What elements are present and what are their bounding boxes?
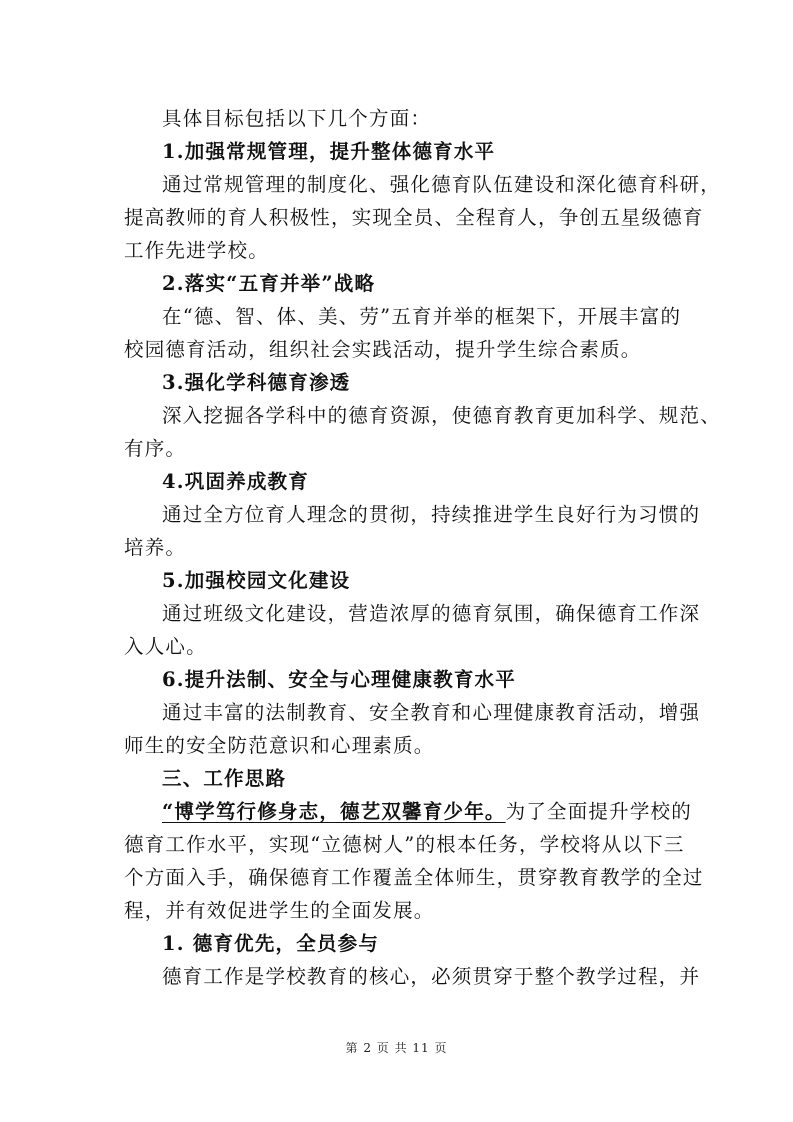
approach1-heading: 1. 德育优先，全员参与 <box>162 932 380 955</box>
goal6-line1: 通过丰富的法制教育、安全教育和心理健康教育活动，增强 <box>162 701 701 724</box>
section3-line1-rest: 为了全面提升学校的 <box>505 800 692 823</box>
section3-heading: 三、工作思路 <box>162 767 287 790</box>
goal3-line2: 有序。 <box>124 437 187 460</box>
section3-line1 <box>162 799 722 825</box>
page-footer: 第 2 页 共 11 页 <box>345 1041 448 1055</box>
intro-text: 具体目标包括以下几个方面： <box>162 107 432 130</box>
goal6-heading: 6.提升法制、安全与心理健康教育水平 <box>162 668 516 691</box>
section3-line3: 个方面入手，确保德育工作覆盖全体师生，贯穿教育教学的全过 <box>124 866 704 889</box>
goal3-line1: 深入挖掘各学科中的德育资源，使德育教育更加科学、规范、 <box>162 404 721 427</box>
goal3-heading: 3.强化学科德育渗透 <box>162 371 351 394</box>
goal2-line2: 校园德育活动，组织社会实践活动，提升学生综合素质。 <box>124 338 642 361</box>
goal5-heading: 5.加强校园文化建设 <box>162 569 351 592</box>
goal4-line1: 通过全方位育人理念的贯彻，持续推进学生良好行为习惯的 <box>162 503 701 526</box>
goal2-line1: 在“德、智、体、美、劳”五育并举的框架下，开展丰富的 <box>162 305 682 328</box>
goal5-line1: 通过班级文化建设，营造浓厚的德育氛围，确保德育工作深 <box>162 602 701 625</box>
goal2-heading: 2.落实“五育并举”战略 <box>162 272 376 295</box>
goal1-line3: 工作先进学校。 <box>124 239 269 262</box>
approach1-line1: 德育工作是学校教育的核心，必须贯穿于整个教学过程，并 <box>162 965 701 988</box>
motto-text: “博学笃行修身志，德艺双馨育少年。 <box>162 800 506 823</box>
goal5-line2: 入人心。 <box>124 635 207 658</box>
goal1-line2: 提高教师的育人积极性，实现全员、全程育人，争创五星级德育 <box>124 206 704 229</box>
section3-line4: 程，并有效促进学生的全面发展。 <box>124 899 435 922</box>
goal6-line2: 师生的安全防范意识和心理素质。 <box>124 734 435 757</box>
goal1-heading: 1.加强常规管理，提升整体德育水平 <box>162 140 496 163</box>
goal4-heading: 4.巩固养成教育 <box>162 470 309 493</box>
goal1-line1: 通过常规管理的制度化、强化德育队伍建设和深化德育科研， <box>162 173 721 196</box>
goal4-line2: 培养。 <box>124 536 187 559</box>
section3-line2: 德育工作水平，实现“立德树人”的根本任务，学校将从以下三 <box>124 833 685 856</box>
